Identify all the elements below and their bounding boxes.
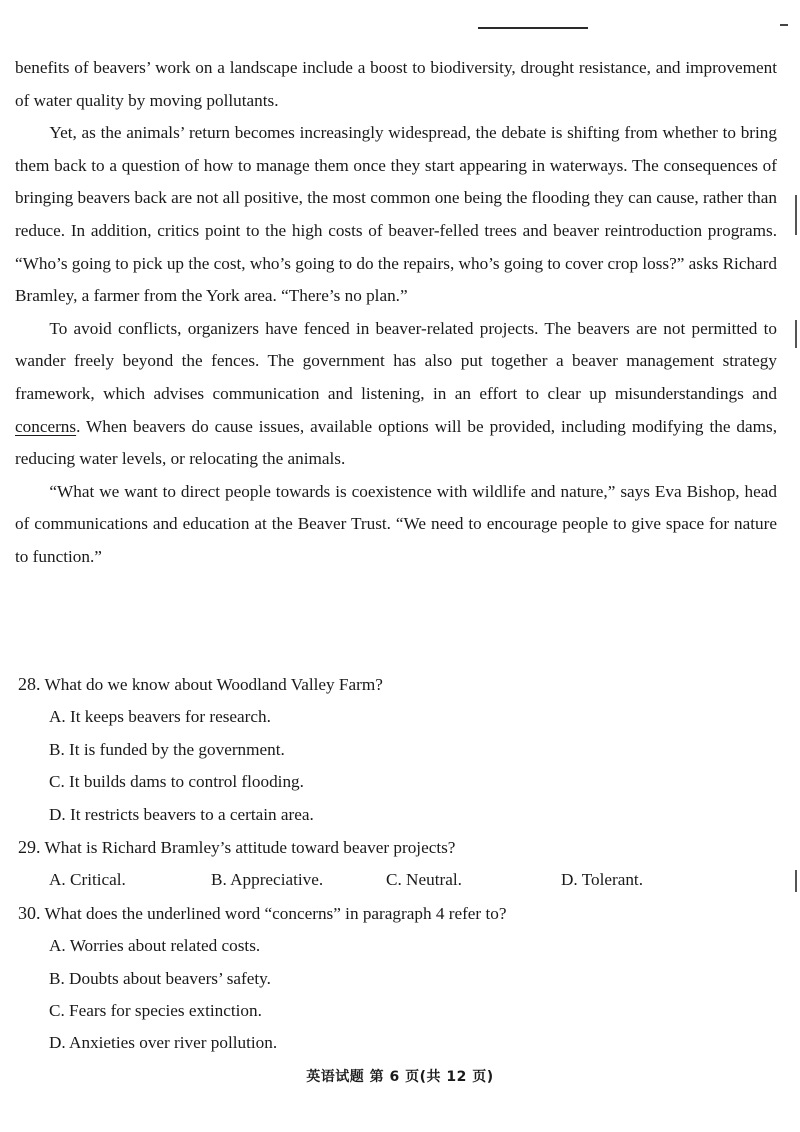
header-rule [478,27,588,29]
option-a: A. Critical. [49,870,126,890]
underlined-word: concerns [15,416,77,436]
margin-mark [795,870,797,892]
question-30 [18,897,778,1060]
margin-mark [795,320,797,348]
paragraph: Yet, as the animals’ return becomes increasingly widespread, the debate is shifting from whether to bring them back to a question of how to manage them once they start appearing in waterways. The consequences of bringing beavers back are not all positive, the most common one being the flooding they can cause, rather than reduce. In addition, critics point to the high costs of beaver-felled trees and beaver reintroduction programs. “Who’s going to pick up the cost, who’s going to do the repairs, who’s going to cover crop loss?” asks Richard Bramley, a farmer from the York area. “There’s no plan.” [15,123,777,306]
option-d: D. Anxieties over river pollution. [49,1033,278,1053]
question-stem [18,897,778,930]
option-c: C. Fears for species extinction. [49,1001,262,1021]
option-a: A. It keeps beavers for research. [49,707,271,727]
question-number: 30. [18,902,41,923]
paragraph [15,313,777,476]
option-b: B. Appreciative. [211,870,324,890]
corner-mark [780,24,788,26]
option-d: D. It restricts beavers to a certain area. [49,804,314,824]
option-d: D. Tolerant. [561,870,644,890]
question-stem [18,668,778,701]
paragraph-text: To avoid conflicts, organizers have fenced in beaver-related projects. The beavers are not permitted to wander freely beyond the fences. The government has also put together a beaver management strategy framework, which advises communication and listening, in an effort to clear up misunderstandings and [15,318,777,403]
question-stem [18,831,778,864]
question-text: What does the underlined word “concerns” in paragraph 4 refer to? [44,903,507,923]
question-number: 29. [18,837,41,858]
question-text: What is Richard Bramley’s attitude toward beaver projects? [44,838,456,858]
paragraph-text: . When beavers do cause issues, available options will be provided, including modifying the dams, reducing water levels, or relocating the animals. [15,416,777,469]
question-text: What do we know about Woodland Valley Farm? [44,675,383,694]
question-29 [18,831,778,897]
margin-mark [795,195,797,235]
question-number: 28. [18,674,41,694]
option-b: B. Doubts about beavers’ safety. [49,968,271,988]
question-list [18,668,778,1060]
option-row [18,864,778,896]
option-a: A. Worries about related costs. [49,936,261,956]
paragraph: benefits of beavers’ work on a landscape include a boost to biodiversity, drought resistance, and improvement of water quality by moving pollutants. [15,58,777,110]
question-28 [18,668,778,831]
option-c: C. Neutral. [386,870,462,890]
option-b: B. It is funded by the government. [49,739,285,759]
page-footer: 英语试题 第 6 页(共 12 页) [306,1069,494,1085]
reading-passage [15,52,777,574]
paragraph: “What we want to direct people towards is coexistence with wildlife and nature,” says Eva Bishop, head of communications and education at the Beaver Trust. “We need to encourage people to give space for nature to function.” [15,481,777,566]
option-c: C. It builds dams to control flooding. [49,772,304,792]
